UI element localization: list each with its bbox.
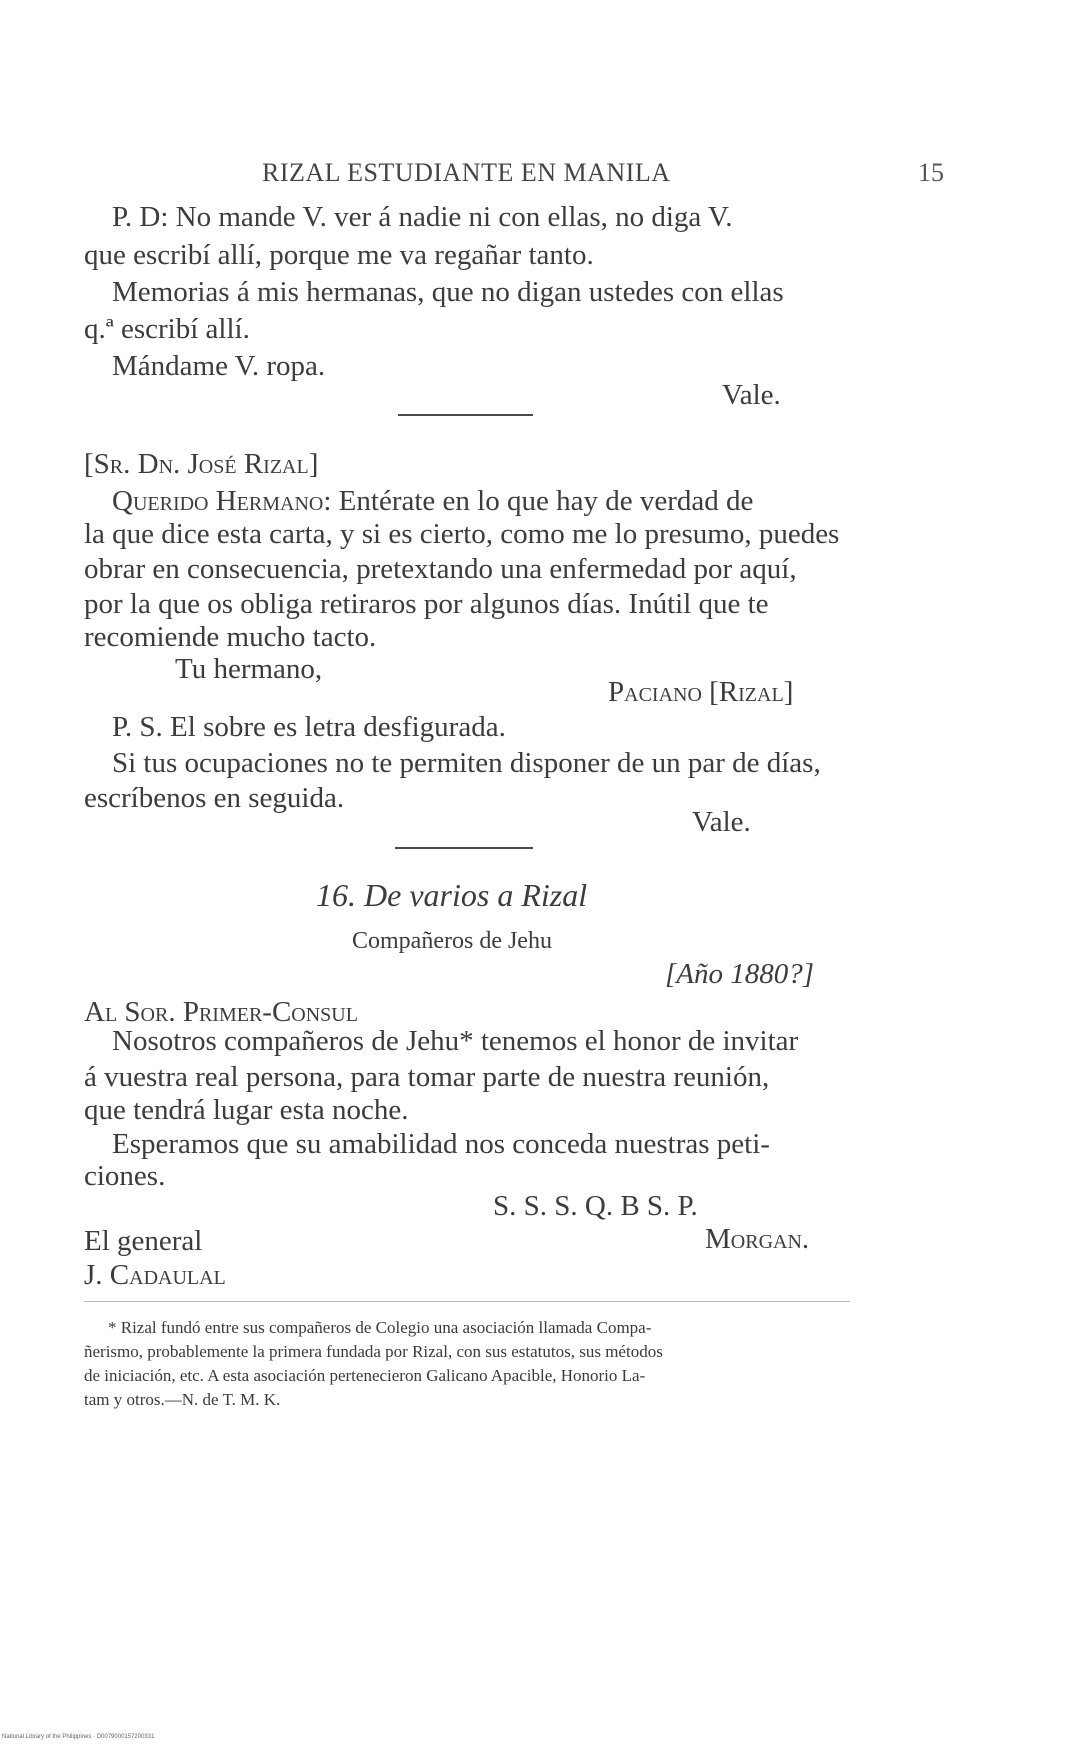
letter1-pd-line: q.ª escribí allí. bbox=[84, 313, 250, 345]
section-divider bbox=[395, 847, 533, 849]
footnote-line: * Rizal fundó entre sus compañeros de Colegio una asociación llamada Compa- bbox=[108, 1318, 652, 1337]
letter1-pd-line: Memorias á mis hermanas, que no digan ustedes con ellas bbox=[112, 276, 784, 308]
letter2-ps-line: P. S. El sobre es letra desfigurada. bbox=[112, 711, 506, 743]
letter3-body-line: que tendrá lugar esta noche. bbox=[84, 1094, 409, 1126]
letter2-body-line: obrar en consecuencia, pretextando una enfermedad por aquí, bbox=[84, 553, 797, 585]
letter3-signer-left-name: J. Cadaulal bbox=[84, 1259, 226, 1291]
letter3-body-line: ciones. bbox=[84, 1160, 166, 1192]
letter3-heading: 16. De varios a Rizal bbox=[316, 877, 588, 913]
running-header-title: RIZAL ESTUDIANTE EN MANILA bbox=[262, 158, 671, 187]
letter2-ps-line: escríbenos en seguida. bbox=[84, 782, 345, 814]
letter2-body-first: Entérate en lo que hay de verdad de bbox=[331, 485, 754, 517]
letter1-vale: Vale. bbox=[722, 379, 781, 411]
section-divider bbox=[398, 414, 533, 416]
letter2-body-line: la que dice esta carta, y si es cierto, como me lo presumo, puedes bbox=[84, 518, 840, 550]
letter2-closing: Tu hermano, bbox=[175, 653, 323, 685]
letter1-pd-line: que escribí allí, porque me va regañar tanto. bbox=[84, 239, 594, 271]
footnote-line: tam y otros.—N. de T. M. K. bbox=[84, 1390, 281, 1409]
footnote-line: de iniciación, etc. A esta asociación pertenecieron Galicano Apacible, Honorio La- bbox=[84, 1366, 646, 1385]
footnote-line: ñerismo, probablemente la primera fundada por Rizal, con sus estatutos, sus métodos bbox=[84, 1342, 663, 1361]
letter3-body-line: á vuestra real persona, para tomar parte de nuestra reunión, bbox=[84, 1061, 770, 1093]
letter3-signer-right: Morgan. bbox=[705, 1223, 810, 1255]
letter2-signature: Paciano [Rizal] bbox=[608, 676, 794, 708]
letter2-ps-line: Si tus ocupaciones no te permiten disponer de un par de días, bbox=[112, 747, 821, 779]
letter3-signer-left-title: El general bbox=[84, 1225, 203, 1257]
letter2-body-line: recomiende mucho tacto. bbox=[84, 621, 377, 653]
letter3-body-line: Esperamos que su amabilidad nos conceda nuestras peti- bbox=[112, 1128, 770, 1160]
letter3-addressee: Al Sor. Primer-Consul bbox=[84, 996, 358, 1028]
letter1-pd-line: Mándame V. ropa. bbox=[112, 350, 326, 382]
letter3-subheading: Compañeros de Jehu bbox=[352, 928, 552, 954]
page-number: 15 bbox=[918, 158, 944, 187]
footnote-separator bbox=[84, 1301, 850, 1302]
letter2-body-line: por la que os obliga retiraros por algunos días. Inútil que te bbox=[84, 588, 769, 620]
archive-credit: National Library of the Philippines · D0079000157200331 bbox=[2, 1734, 155, 1740]
letter2-salutation-lead: Querido Hermano: bbox=[112, 485, 332, 517]
letter2-addressee: [Sr. Dn. José Rizal] bbox=[84, 448, 319, 480]
letter3-body-line: Nosotros compañeros de Jehu* tenemos el honor de invitar bbox=[112, 1025, 799, 1057]
letter3-formula: S. S. S. Q. B S. P. bbox=[493, 1190, 698, 1222]
letter3-date: [Año 1880?] bbox=[665, 958, 815, 990]
letter1-pd-line: P. D: No mande V. ver á nadie ni con ellas, no diga V. bbox=[112, 201, 733, 233]
letter2-vale: Vale. bbox=[692, 806, 751, 838]
